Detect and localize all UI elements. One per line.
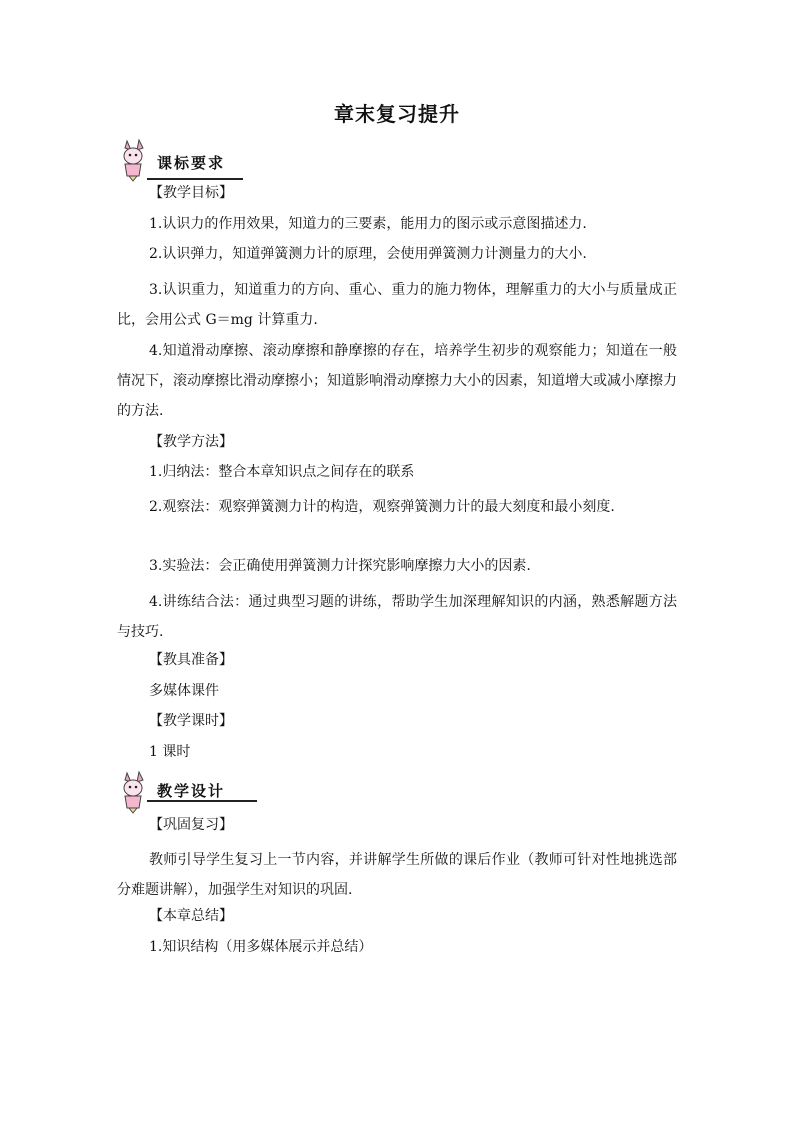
summary-item: 1.知识结构（用多媒体展示并总结）	[149, 939, 373, 955]
section-label: 教学设计	[157, 782, 226, 800]
method-item: 2.观察法：观察弹簧测力计的构造，观察弹簧测力计的最大刻度和最小刻度.	[149, 499, 615, 515]
goal-item: 4.知道滑动摩擦、滚动摩擦和静摩擦的存在，培养学生初步的观察能力；知道在一般情况下，滚动摩擦比滑动摩擦小；知道影响滑动摩擦力大小的因素，知道增大或减小摩擦力的方法.	[117, 343, 677, 419]
method-item: 1.归纳法：整合本章知识点之间存在的联系	[149, 464, 415, 480]
section-label: 课标要求	[157, 154, 226, 172]
goal-item: 3.认识重力，知道重力的方向、重心、重力的施力物体，理解重力的大小与质量成正比，会用公式 G＝mg 计算重力.	[117, 282, 677, 328]
method-item: 4.讲练结合法：通过典型习题的讲练，帮助学生加深理解知识的内涵，熟悉解题方法与技巧.	[117, 594, 677, 640]
heading-review: 【巩固复习】	[149, 817, 233, 833]
tools-text: 多媒体课件	[149, 683, 219, 699]
goal-item: 1.认识力的作用效果，知道力的三要素，能用力的图示或示意图描述力.	[149, 216, 587, 232]
heading-tools: 【教具准备】	[149, 652, 233, 668]
heading-methods: 【教学方法】	[149, 434, 233, 450]
section-header-standards	[117, 138, 247, 184]
heading-summary: 【本章总结】	[149, 908, 233, 924]
heading-goals: 【教学目标】	[149, 185, 233, 201]
review-text: 教师引导学生复习上一节内容，并讲解学生所做的课后作业（教师可针对性地挑选部分难题讲解），加强学生对知识的巩固.	[117, 852, 677, 898]
section-header-design	[117, 770, 247, 816]
method-item: 3.实验法：会正确使用弹簧测力计探究影响摩擦力大小的因素.	[149, 558, 531, 574]
pencil-mascot-icon	[117, 770, 161, 814]
hours-text: 1 课时	[149, 744, 191, 760]
pencil-mascot-icon	[117, 138, 161, 182]
heading-hours: 【教学课时】	[149, 713, 233, 729]
page-title: 章末复习提升	[334, 102, 460, 126]
goal-item: 2.认识弹力，知道弹簧测力计的原理，会使用弹簧测力计测量力的大小.	[149, 246, 587, 262]
